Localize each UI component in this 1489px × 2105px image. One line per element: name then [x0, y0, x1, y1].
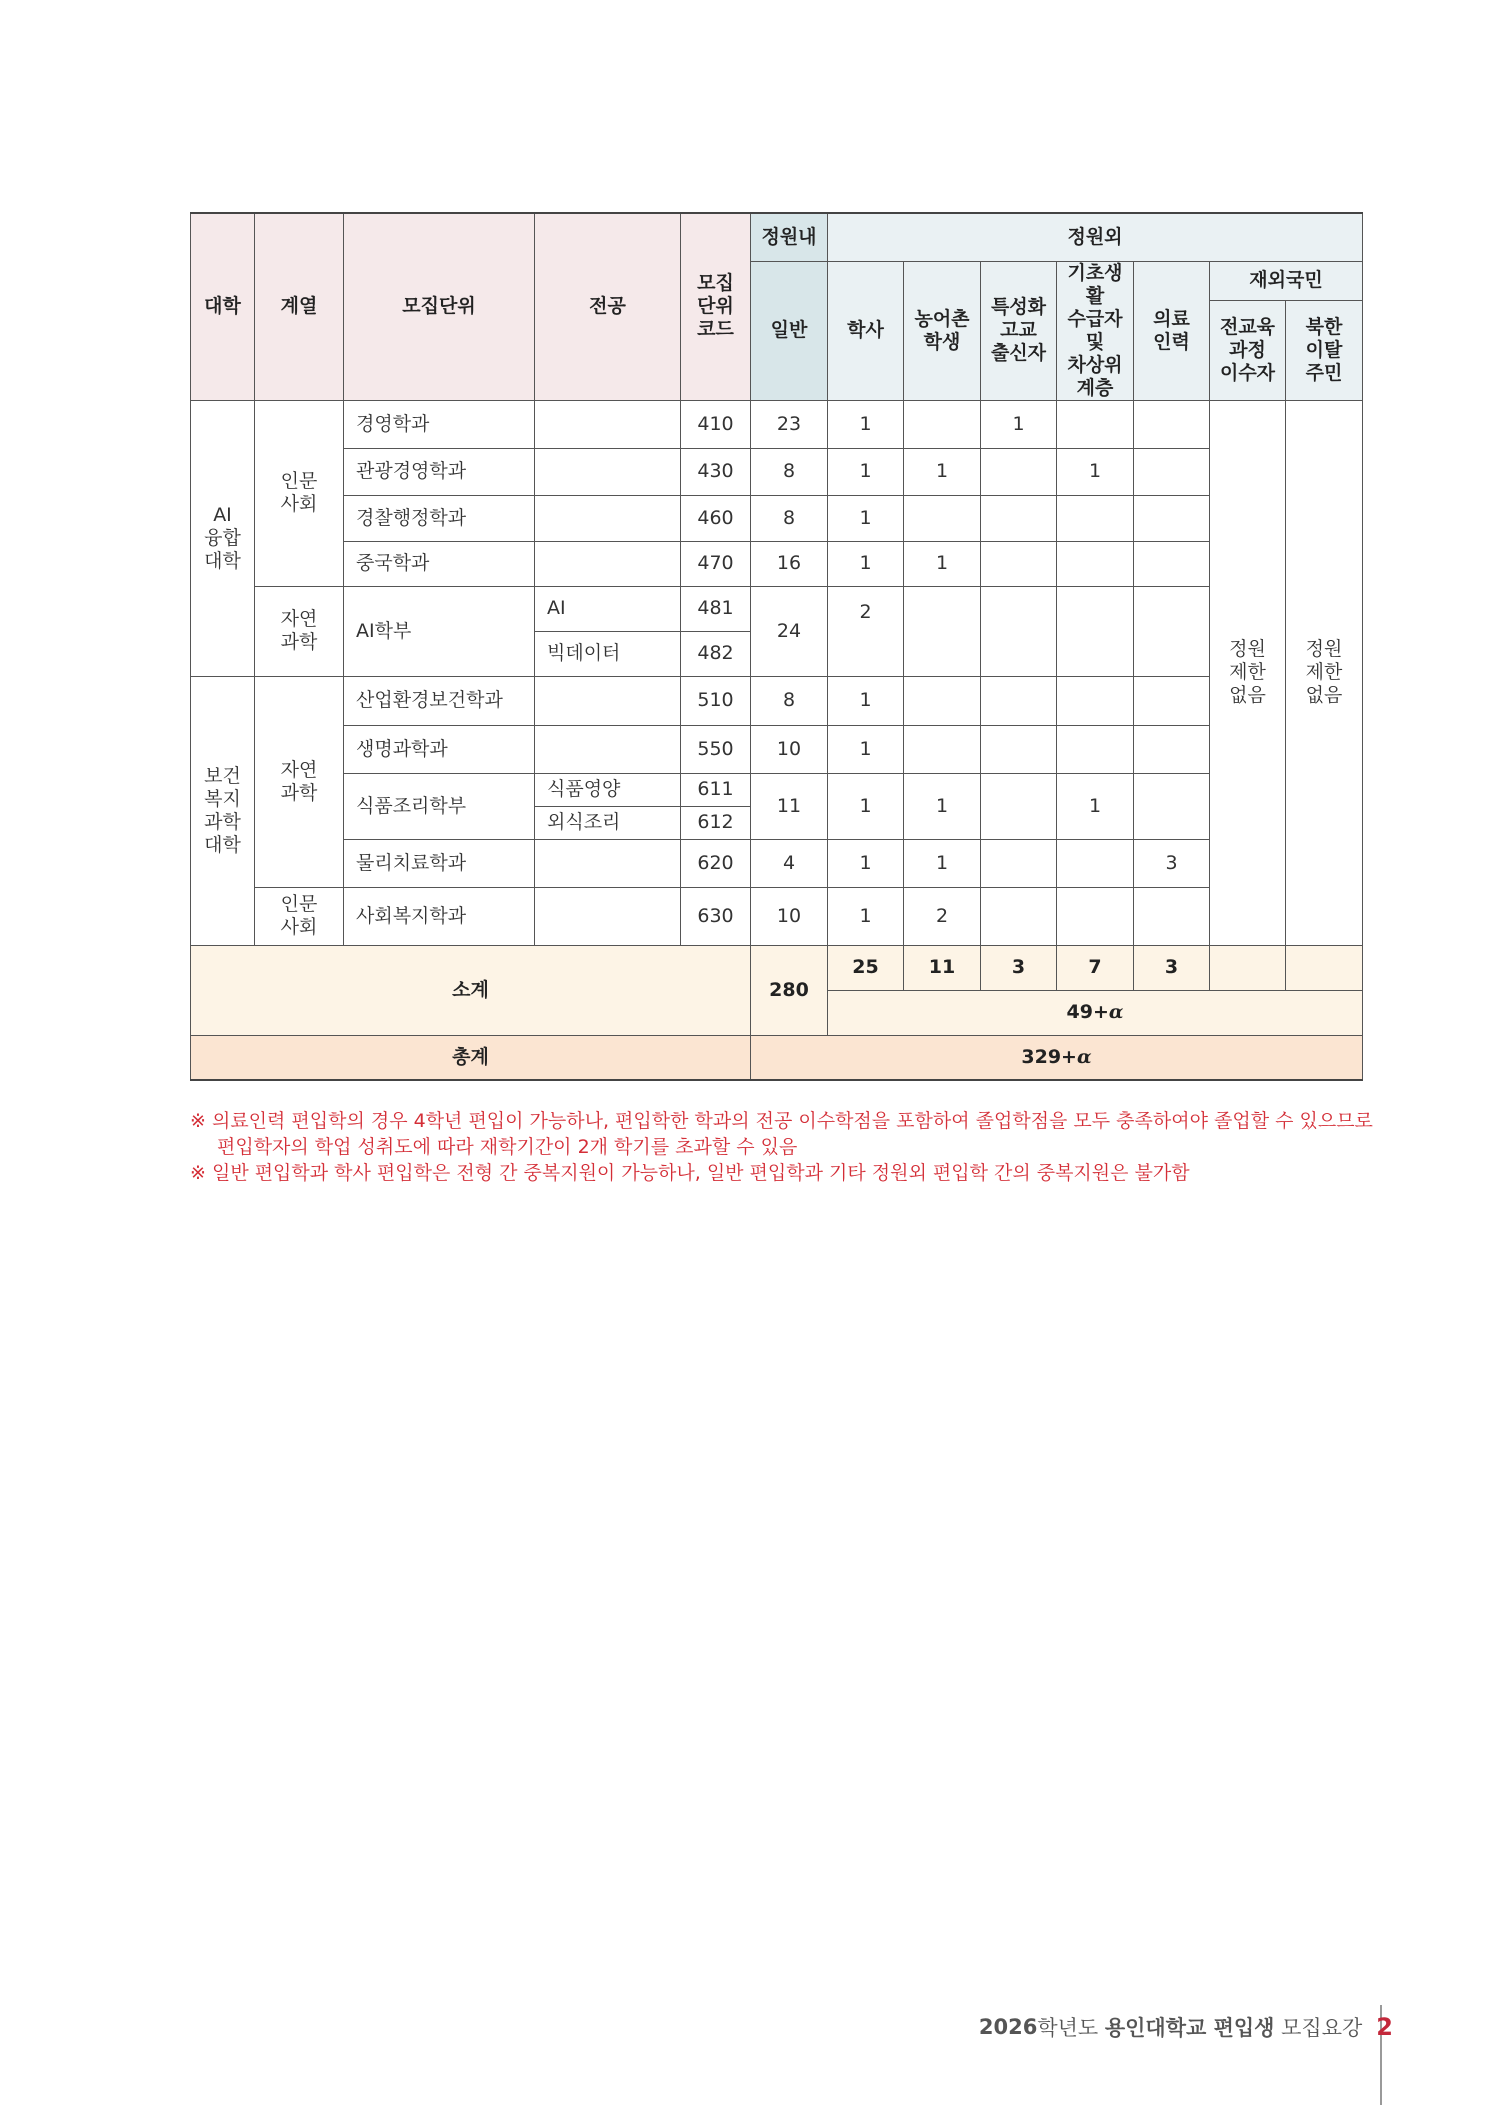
- rural-cell: [904, 725, 981, 773]
- col-bachelor: 학사: [828, 261, 904, 400]
- general-cell: 10: [751, 887, 828, 945]
- subtotal-north-korean: [1286, 945, 1363, 990]
- col-unit: 모집단위: [344, 213, 535, 400]
- medical-cell: [1134, 495, 1210, 541]
- table-row: [191, 773, 1363, 806]
- col-rural: 농어촌 학생: [904, 261, 981, 400]
- footer-guide: 모집요강: [1274, 2016, 1363, 2040]
- rural-cell: 1: [904, 541, 981, 586]
- rural-cell: [904, 676, 981, 725]
- subtotal-basic: 7: [1057, 945, 1134, 990]
- col-college: 대학: [191, 213, 255, 400]
- code-cell: 550: [681, 725, 751, 773]
- major-cell: [535, 725, 681, 773]
- medical-cell: [1134, 586, 1210, 676]
- major-cell: 식품영양: [535, 773, 681, 806]
- general-cell: 16: [751, 541, 828, 586]
- footer-year: 2026: [978, 2015, 1038, 2039]
- general-cell: 23: [751, 400, 828, 448]
- bachelor-cell: 1: [828, 448, 904, 495]
- rural-cell: [904, 400, 981, 448]
- special-cell: [981, 495, 1057, 541]
- basic-cell: [1057, 495, 1134, 541]
- bachelor-cell: 1: [828, 676, 904, 725]
- code-cell: 510: [681, 676, 751, 725]
- college-ai: AI 융합 대학: [191, 400, 255, 676]
- special-cell: [981, 725, 1057, 773]
- code-cell: 481: [681, 586, 751, 631]
- subtotal-medical: 3: [1134, 945, 1210, 990]
- note-duplicate: ※ 일반 편입학과 학사 편입학은 전형 간 중복지원이 가능하나, 일반 편입학과 기타 정원외 편입학 간의 중복지원은 불가함: [190, 1162, 1190, 1184]
- special-cell: [981, 676, 1057, 725]
- college-health-welfare: 보건 복지 과학 대학: [191, 676, 255, 945]
- subtotal-label: 소계: [191, 945, 751, 1035]
- footer-university: 용인대학교 편입생: [1104, 2016, 1275, 2040]
- table-row: [191, 541, 1363, 586]
- table-row: [191, 495, 1363, 541]
- basic-cell: [1057, 887, 1134, 945]
- bachelor-cell: 1: [828, 887, 904, 945]
- field-natural-science: 자연 과학: [255, 586, 344, 676]
- footnotes: [190, 1108, 1390, 1186]
- rural-cell: [904, 586, 981, 676]
- field-humanities: 인문 사회: [255, 400, 344, 586]
- unit-cell: 경영학과: [344, 400, 535, 448]
- medical-cell: [1134, 448, 1210, 495]
- footer-school-year: 학년도: [1037, 2016, 1105, 2040]
- major-cell: 빅데이터: [535, 631, 681, 676]
- subtotal-full-edu: [1210, 945, 1286, 990]
- medical-cell: [1134, 773, 1210, 839]
- north-korean-no-limit: 정원 제한 없음: [1286, 400, 1363, 945]
- medical-cell: [1134, 887, 1210, 945]
- special-cell: [981, 839, 1057, 887]
- bachelor-cell: 1: [828, 839, 904, 887]
- table-row: [191, 400, 1363, 448]
- bachelor-cell: 1: [828, 495, 904, 541]
- major-cell: 외식조리: [535, 806, 681, 839]
- unit-cell: 식품조리학부: [344, 773, 535, 839]
- page-footer: [979, 2012, 1393, 2042]
- bachelor-cell: 1: [828, 400, 904, 448]
- special-cell: [981, 448, 1057, 495]
- rural-cell: [904, 495, 981, 541]
- basic-cell: [1057, 586, 1134, 676]
- col-medical: 의료 인력: [1134, 261, 1210, 400]
- unit-cell: 관광경영학과: [344, 448, 535, 495]
- code-cell: 611: [681, 773, 751, 806]
- bachelor-cell: 2: [828, 586, 904, 676]
- unit-cell: 사회복지학과: [344, 887, 535, 945]
- basic-cell: 1: [1057, 773, 1134, 839]
- code-cell: 482: [681, 631, 751, 676]
- major-cell: [535, 495, 681, 541]
- basic-cell: [1057, 541, 1134, 586]
- major-cell: [535, 676, 681, 725]
- table-row: [191, 725, 1363, 773]
- basic-cell: [1057, 725, 1134, 773]
- major-cell: [535, 839, 681, 887]
- unit-cell: 생명과학과: [344, 725, 535, 773]
- col-full-edu: 전교육 과정 이수자: [1210, 301, 1286, 400]
- major-cell: AI: [535, 586, 681, 631]
- subtotal-rural: 11: [904, 945, 981, 990]
- code-cell: 410: [681, 400, 751, 448]
- medical-cell: 3: [1134, 839, 1210, 887]
- code-cell: 470: [681, 541, 751, 586]
- unit-cell: 경찰행정학과: [344, 495, 535, 541]
- col-basic-living: 기초생활 수급자 및 차상위 계층: [1057, 261, 1134, 400]
- code-cell: 612: [681, 806, 751, 839]
- medical-cell: [1134, 400, 1210, 448]
- note-medical-cont: 편입학자의 학업 성취도에 따라 재학기간이 2개 학기를 초과할 수 있음: [217, 1136, 798, 1158]
- medical-cell: [1134, 725, 1210, 773]
- col-quota-in: 정원내: [751, 213, 828, 261]
- subtotal-special: 3: [981, 945, 1057, 990]
- subtotal-row: [191, 945, 1363, 990]
- col-north-korean: 북한 이탈 주민: [1286, 301, 1363, 400]
- general-cell: 8: [751, 676, 828, 725]
- basic-cell: 1: [1057, 448, 1134, 495]
- general-cell: 4: [751, 839, 828, 887]
- special-cell: [981, 541, 1057, 586]
- general-cell: 10: [751, 725, 828, 773]
- code-cell: 630: [681, 887, 751, 945]
- general-cell: 24: [751, 586, 828, 676]
- field-natural-science: 자연 과학: [255, 676, 344, 887]
- rural-cell: 1: [904, 448, 981, 495]
- col-quota-out: 정원외: [828, 213, 1363, 261]
- special-cell: [981, 586, 1057, 676]
- subtotal-general: 280: [751, 945, 828, 1035]
- col-major: 전공: [535, 213, 681, 400]
- total-row: [191, 1035, 1363, 1080]
- table-row: [191, 676, 1363, 725]
- table-row: [191, 887, 1363, 945]
- col-code: 모집 단위 코드: [681, 213, 751, 400]
- table-row: [191, 586, 1363, 631]
- basic-cell: [1057, 839, 1134, 887]
- table-row: [191, 448, 1363, 495]
- rural-cell: 1: [904, 773, 981, 839]
- medical-cell: [1134, 676, 1210, 725]
- bachelor-cell: 1: [828, 541, 904, 586]
- major-cell: [535, 887, 681, 945]
- major-cell: [535, 400, 681, 448]
- special-cell: [981, 887, 1057, 945]
- subtotal-out-total: 49+α: [828, 990, 1363, 1035]
- admission-quota-table: [190, 212, 1363, 1081]
- unit-cell: 중국학과: [344, 541, 535, 586]
- unit-cell: AI학부: [344, 586, 535, 676]
- full-edu-no-limit: 정원 제한 없음: [1210, 400, 1286, 945]
- code-cell: 430: [681, 448, 751, 495]
- unit-cell: 물리치료학과: [344, 839, 535, 887]
- rural-cell: 1: [904, 839, 981, 887]
- code-cell: 460: [681, 495, 751, 541]
- subtotal-bachelor: 25: [828, 945, 904, 990]
- col-field: 계열: [255, 213, 344, 400]
- special-cell: [981, 773, 1057, 839]
- medical-cell: [1134, 541, 1210, 586]
- rural-cell: 2: [904, 887, 981, 945]
- basic-cell: [1057, 400, 1134, 448]
- total-value: 329+α: [751, 1035, 1363, 1080]
- field-humanities: 인문 사회: [255, 887, 344, 945]
- total-label: 총계: [191, 1035, 751, 1080]
- col-overseas: 재외국민: [1210, 261, 1363, 301]
- code-cell: 620: [681, 839, 751, 887]
- general-cell: 8: [751, 495, 828, 541]
- col-special-hs: 특성화 고교 출신자: [981, 261, 1057, 400]
- bachelor-cell: 1: [828, 773, 904, 839]
- basic-cell: [1057, 676, 1134, 725]
- unit-cell: 산업환경보건학과: [344, 676, 535, 725]
- table-row: [191, 839, 1363, 887]
- general-cell: 8: [751, 448, 828, 495]
- note-medical: ※ 의료인력 편입학의 경우 4학년 편입이 가능하나, 편입학한 학과의 전공 이수학점을 포함하여 졸업학점을 모두 충족하여야 졸업할 수 있으므로: [190, 1110, 1373, 1132]
- major-cell: [535, 448, 681, 495]
- col-general: 일반: [751, 261, 828, 400]
- page-number: 2: [1376, 2013, 1393, 2041]
- general-cell: 11: [751, 773, 828, 839]
- bachelor-cell: 1: [828, 725, 904, 773]
- major-cell: [535, 541, 681, 586]
- special-cell: 1: [981, 400, 1057, 448]
